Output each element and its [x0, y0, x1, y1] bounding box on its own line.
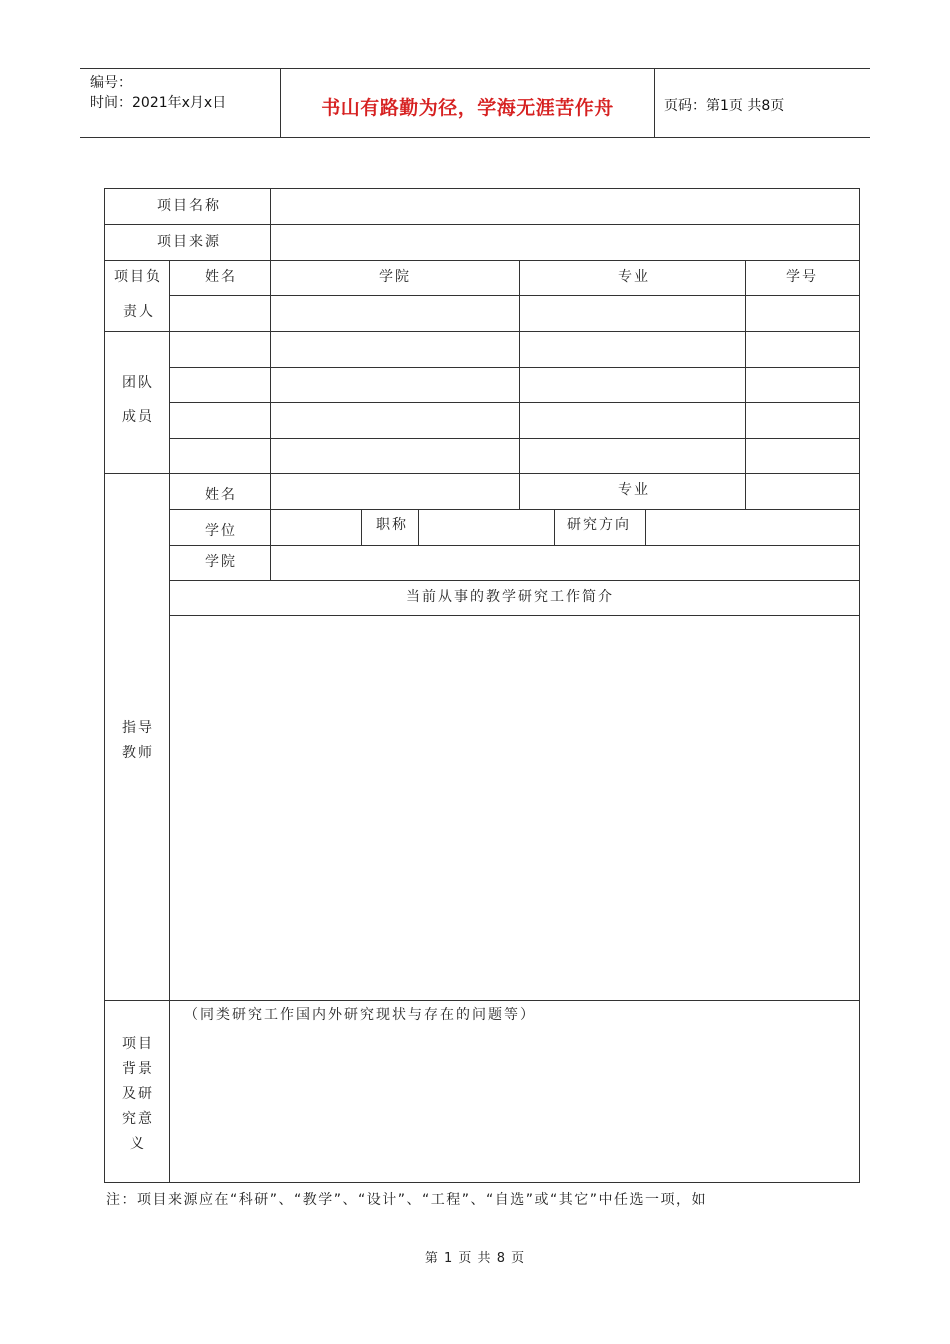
advisor-title-label: 职称	[376, 517, 408, 533]
team-label-line2: 成员	[122, 409, 154, 425]
member3-name-field[interactable]	[169, 402, 271, 439]
leader-major-field[interactable]	[519, 295, 746, 332]
team-label-line1: 团队	[122, 375, 154, 391]
project-name-label: 项目名称	[157, 198, 221, 214]
background-label-cell	[104, 1000, 170, 1183]
col-name-header	[169, 260, 271, 296]
advisor-major-label: 专业	[618, 482, 650, 498]
col-major-header	[519, 260, 746, 296]
header-meta	[80, 69, 280, 137]
member4-name-field[interactable]	[169, 438, 271, 474]
member1-major-field[interactable]	[519, 331, 746, 368]
member3-student-id-field[interactable]	[745, 402, 860, 439]
advisor-intro-header	[169, 580, 860, 616]
team-label-cell	[104, 331, 170, 474]
background-label-line3: 及研	[122, 1086, 154, 1102]
member4-student-id-field[interactable]	[745, 438, 860, 474]
advisor-major-label-cell	[519, 473, 746, 510]
header-motto: 书山有路勤为径，学海无涯苦作舟	[321, 97, 614, 119]
member3-major-field[interactable]	[519, 402, 746, 439]
member1-college-field[interactable]	[270, 331, 520, 368]
background-hint: （同类研究工作国内外研究现状与存在的问题等）	[184, 1007, 536, 1023]
advisor-intro-field[interactable]	[169, 615, 860, 1001]
col-college-header	[270, 260, 520, 296]
advisor-college-label: 学院	[205, 554, 237, 570]
advisor-college-label-cell	[169, 545, 271, 581]
advisor-research-label-cell	[554, 509, 646, 546]
header-page-cell	[654, 69, 870, 137]
leader-label-cell	[104, 260, 170, 332]
document-number: 编号：	[90, 75, 132, 91]
document-date: 时间：2021年x月x日	[90, 95, 227, 111]
member3-college-field[interactable]	[270, 402, 520, 439]
advisor-title-label-cell	[361, 509, 419, 546]
advisor-college-field[interactable]	[270, 545, 860, 581]
leader-label-line1: 项目负	[114, 269, 162, 285]
col-college-label: 学院	[379, 269, 411, 285]
leader-name-field[interactable]	[169, 295, 271, 332]
col-major-label: 专业	[618, 269, 650, 285]
advisor-title-field[interactable]	[418, 509, 555, 546]
project-source-label: 项目来源	[157, 234, 221, 250]
project-name-field[interactable]	[270, 188, 860, 225]
advisor-research-field[interactable]	[645, 509, 860, 546]
advisor-major-field[interactable]	[745, 473, 860, 510]
advisor-research-label: 研究方向	[567, 517, 631, 533]
member2-name-field[interactable]	[169, 367, 271, 403]
project-source-label-cell	[104, 224, 271, 261]
advisor-degree-field[interactable]	[270, 509, 362, 546]
project-name-label-cell	[104, 188, 271, 225]
leader-student-id-field[interactable]	[745, 295, 860, 332]
member2-student-id-field[interactable]	[745, 367, 860, 403]
member1-student-id-field[interactable]	[745, 331, 860, 368]
advisor-label-line1: 指导	[122, 720, 154, 736]
advisor-label-cell	[104, 473, 170, 1001]
advisor-label-line2: 教师	[122, 745, 154, 761]
advisor-name-label: 姓名	[205, 487, 237, 503]
advisor-name-field[interactable]	[270, 473, 520, 510]
advisor-degree-label: 学位	[205, 523, 237, 539]
form-note: 注：项目来源应在“科研”、“教学”、“设计”、“工程”、“自选”或“其它”中任选一项，如	[106, 1192, 708, 1208]
member4-college-field[interactable]	[270, 438, 520, 474]
page-header	[80, 68, 870, 138]
background-field[interactable]	[169, 1000, 860, 1183]
background-label-line5: 义	[130, 1136, 146, 1152]
leader-college-field[interactable]	[270, 295, 520, 332]
application-form	[104, 188, 860, 1183]
col-student-id-header	[745, 260, 860, 296]
advisor-name-label-cell	[169, 473, 271, 510]
member2-college-field[interactable]	[270, 367, 520, 403]
advisor-intro-label: 当前从事的教学研究工作简介	[406, 589, 614, 605]
page-footer: 第 1 页 共 8 页	[424, 1251, 526, 1266]
background-label-line2: 背景	[122, 1061, 154, 1077]
col-name-label: 姓名	[205, 269, 237, 285]
member1-name-field[interactable]	[169, 331, 271, 368]
header-motto-cell	[280, 69, 655, 137]
page-code: 页码：第1页 共8页	[664, 98, 785, 114]
background-label-line4: 究意	[122, 1111, 154, 1127]
member2-major-field[interactable]	[519, 367, 746, 403]
background-label-line1: 项目	[122, 1036, 154, 1052]
col-student-id-label: 学号	[786, 269, 818, 285]
member4-major-field[interactable]	[519, 438, 746, 474]
project-source-field[interactable]	[270, 224, 860, 261]
leader-label-line2: 责人	[123, 304, 155, 320]
advisor-degree-label-cell	[169, 509, 271, 546]
